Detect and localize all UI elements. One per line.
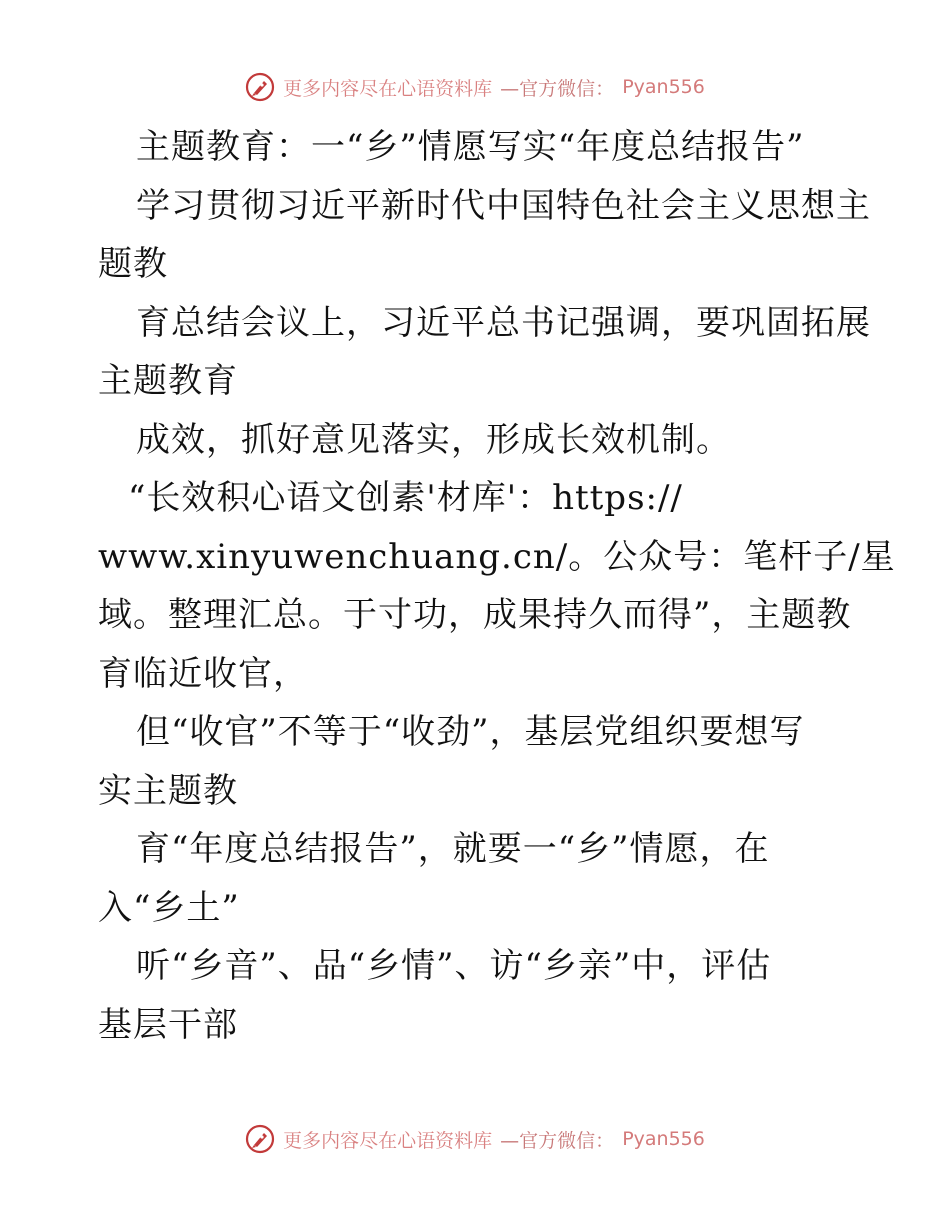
header-watermark — [0, 72, 950, 102]
document-body — [98, 118, 896, 1054]
paragraph-line: 学习贯彻习近平新时代中国特色社会主义思想主 — [136, 185, 871, 226]
paragraph-line: 域。整理汇总。于寸功，成果持久而得”，主题教 — [98, 595, 852, 635]
watermark-brand-text: 更多内容尽在心语资料库 — [283, 1129, 493, 1152]
paragraph-line: “长效积心语文创素'材库'：https:// — [128, 478, 683, 518]
watermark-wechat-handle: Pyan556 — [622, 1128, 705, 1150]
watermark-official-label: —官方微信： — [500, 1129, 615, 1152]
pen-nib-logo-icon — [245, 1124, 275, 1154]
footer-watermark — [0, 1124, 950, 1154]
paragraph-line-url: www.xinyuwenchuang.cn/。公众号：笔杆子/星 — [98, 536, 896, 577]
paragraph-line: 基层干部 — [98, 1004, 238, 1045]
paragraph-line: 育总结会议上，习近平总书记强调，要巩固拓展 — [136, 302, 871, 343]
paragraph-line: 成效，抓好意见落实，形成长效机制。 — [136, 419, 731, 460]
paragraph-line: 题教 — [98, 244, 168, 284]
pen-nib-logo-icon — [245, 72, 275, 102]
paragraph-line: 实主题教 — [98, 770, 238, 811]
paragraph-line: 主题教育 — [98, 361, 238, 401]
watermark-wechat-handle: Pyan556 — [622, 76, 705, 98]
paragraph-line: 入“乡土” — [98, 887, 240, 928]
watermark-brand-text: 更多内容尽在心语资料库 — [283, 77, 493, 100]
paragraph-line: 但“收官”不等于“收劲”，基层党组织要想写 — [136, 712, 805, 752]
watermark-official-label: —官方微信： — [500, 77, 615, 100]
paragraph-line: 听“乡音”、品“乡情”、访“乡亲”中，评估 — [136, 946, 772, 986]
paragraph-line: 育“年度总结报告”，就要一“乡”情愿，在 — [136, 829, 770, 869]
paragraph-line: 育临近收官， — [98, 653, 308, 694]
document-title: 主题教育：一“乡”情愿写实“年度总结报告” — [136, 127, 805, 167]
